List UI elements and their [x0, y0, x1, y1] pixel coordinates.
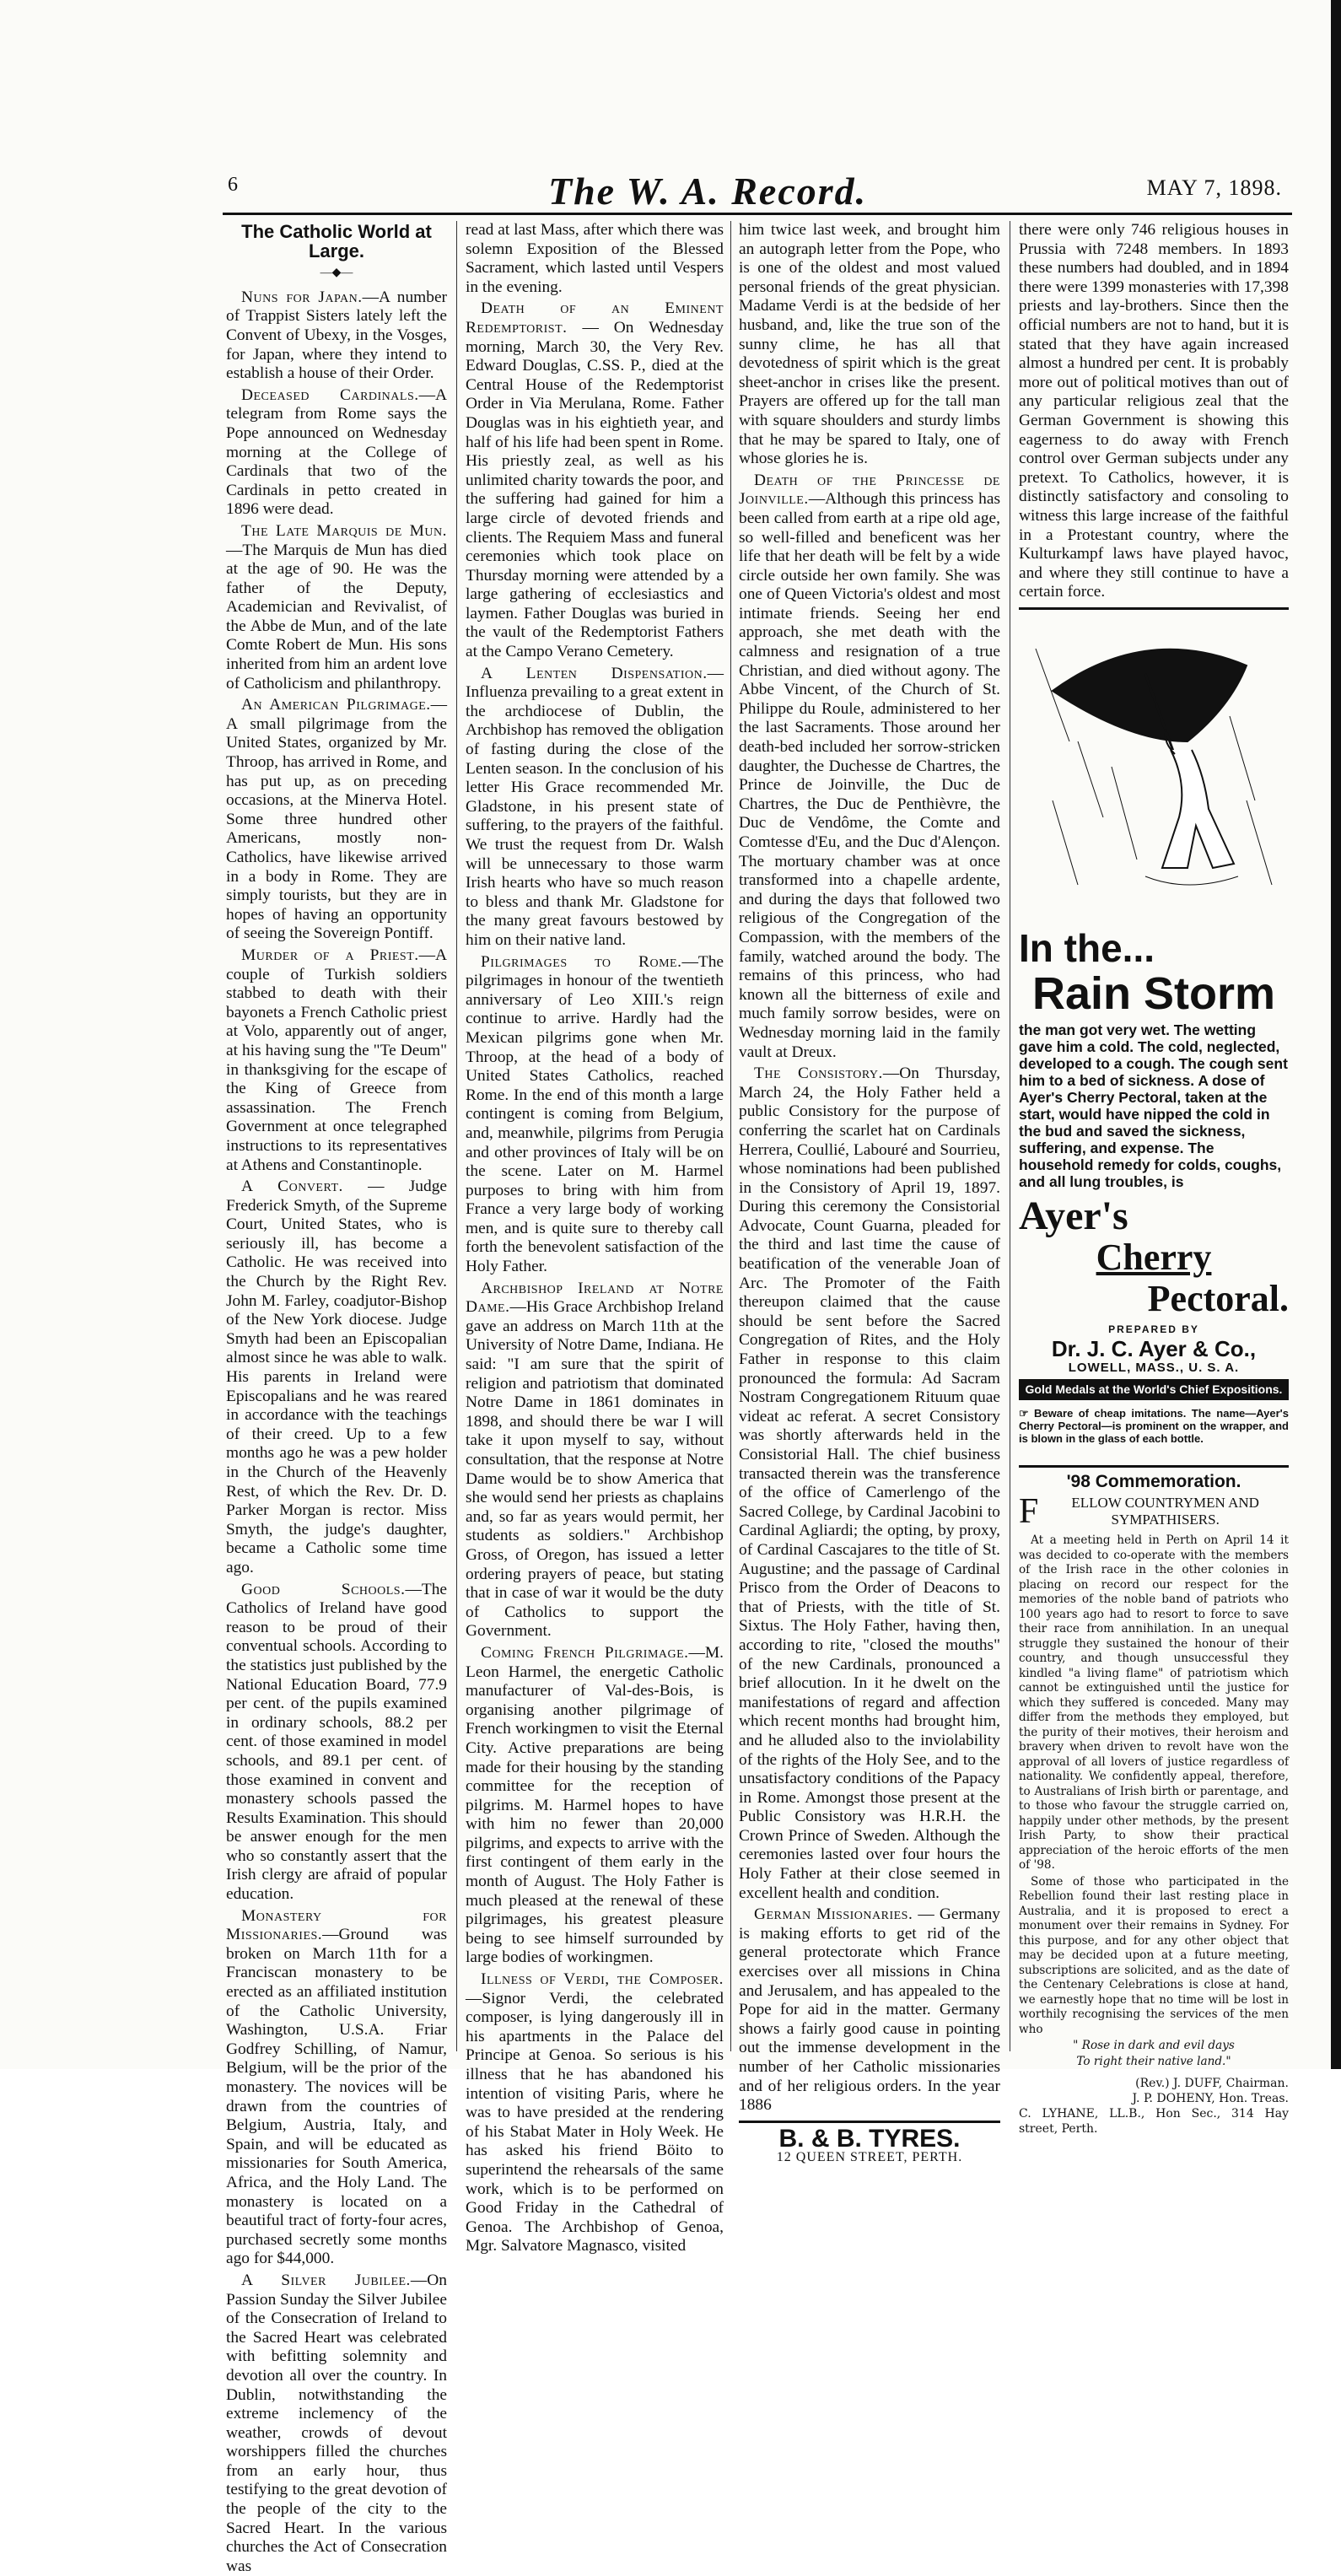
article-heading: Good Schools.: [241, 1580, 406, 1598]
article-text: — Judge Frederick Smyth, of the Supreme Court, United States, who is seriously ill, has become a Catholic. He was received into the Church by the Right Rev. John M. Farley, coadjutor-Bishop of the New York diocese. Judge Smyth had been an Episcopalian almost since he was able to walk. His parents in Ireland were Episcopalians and he was reared in accordance with the teachings of their creed. Up to a few months ago he was a pew holder in the Church of the Heavenly Rest, of which the Rev. Dr. D. Parker Morgan is rector. Miss Smyth, the judge's daughter, became a Catholic some time ago.: [226, 1178, 447, 1576]
article-paragraph: [739, 472, 1000, 1062]
commemoration-paragraph: At a meeting held in Perth on April 14 it was decided to co-operate with the members of the Irish race in the other colonies in placing on record our respect for the memories of the noble band of patriots who 100 years ago had to resort to force to save their race from annihilation. In an unequal struggle they sustained the honour of their country, and though unsuccessful they kindled "a living flame" of patriotism which cannot be extinguished until the justice for which they suffered is conceded. Many may differ from the methods they employed, but the purity of their motives, their heroism and bravery when driven to revolt have won the approval of all lovers of justice regardless of nationality. We confidently appeal, therefore, to Australians of Irish birth or parentage, and to those who favour the struggle carried on, happily under other methods, by the present Irish Party, to show their practical appreciation of the heroic efforts of the men of '98.: [1019, 1533, 1289, 1873]
ayer-brand-1: Ayer's: [1019, 1194, 1128, 1239]
article-text: read at last Mass, after which there was solemn Exposition of the Blessed Sacrament, which lasted until Vespers in the evening.: [466, 221, 724, 296]
article-text: —The Catholics of Ireland have good reason to be proud of their conventual schools. According to the statistics just published by the National Education Board, 77.9 per cent. of the pupils examined in ordinary schools, 88.2 per cent. of those examined in model schools, and 89.1 per cent. of those examined in convent and monastery schools passed the Results Examination. This should be answer enough for the men who so constantly assert that the Irish clergy are afraid of popular education.: [226, 1580, 447, 1904]
column-rule: [730, 221, 731, 2051]
article-paragraph: [466, 299, 724, 661]
ayer-advertisement: [1019, 615, 1289, 1445]
article-text: him twice last week, and brought him an autograph letter from the Pope, who is one of the oldest and most valued personal friends of the great physician. Madame Verdi is at the bedside of her husband, and, like the true son of the sunny clime, he has all that devotedness of spirit which is the great sheet-anchor in crises like the present. Prayers are offered up for the tall man with square shoulders and sturdy limbs that he may be spared to Italy, one of whose glories he is.: [739, 221, 1000, 468]
article-text: —M. Leon Harmel, the energetic Catholic manufacturer of Val-des-Bois, is organising another pilgrimage of French workingmen to visit the Eternal City. Active preparations are being made for their housing by the standing committee for the reception of pilgrims. M. Harmel hopes to have with him no fewer than 20,000 pilgrims, and expects to arrive with the first contingent of them early in the month of August. The Holy Father is much pleased at the renewal of these pilgrimages, his greatest pleasure being to see himself surrounded by large bodies of workingmen.: [466, 1643, 724, 1967]
signature-secretary: C. LYHANE, LL.B., Hon Sec., 314 Hay street, Perth.: [1019, 2107, 1289, 2137]
article-heading: A Silver Jubilee.: [241, 2271, 411, 2289]
ayer-prepared: PREPARED BY: [1108, 1323, 1199, 1336]
article-paragraph: [226, 946, 447, 1175]
article-heading: Death of the Princesse de Joinville.: [739, 471, 1000, 509]
ad-rule: [1019, 1465, 1289, 1468]
ayer-brand-2: Cherry: [1096, 1237, 1212, 1279]
article-heading: Archbishop Ireland at Notre Dame.: [466, 1279, 724, 1317]
column-2-articles: [466, 221, 724, 2256]
article-text: —Influenza prevailing to a great extent in the archdiocese of Dublin, the Archbishop has removed the obligation of fasting during the close of the Lenten season. In the conclusion of his letter His Grace recommended Mr. Gladstone, in his present state of suffering, to the prayers of the faithful. We trust the request from Dr. Walsh will be unnecessary to those warm Irish hearts who have so much reason to bless and thank Mr. Gladstone for the many great favours bestowed by him on their native land.: [466, 664, 724, 949]
article-paragraph: [466, 953, 724, 1277]
tyres-ad-name: B. & B. TYRES.: [778, 2124, 961, 2153]
article-text: —On Thursday, March 24, the Holy Father held a public Consistory for the purpose of conferring the scarlet hat on Cardinals Herrera, Coullié, Labouré and Sourrieu, whose nominations had been published in the Consistory of April 19, 1897. During this ceremony the Consistorial Advocate, Count Guarna, pleaded for the third and last time the cause of beatification of the venerable Joan of Arc. The Promoter of the Faith thereupon claimed that the cause should be sent before the Sacred Congregation of Rites, and the Holy Father in response to this claim pronounced the formula: Ad Sacram Nostram Congregationem Rituum quae videat ac referat. A secret Consistory was shortly afterwards held in the Consistorial Hall. The chief business transacted therein was the transference of the office of Camerlengo of the Sacred College, by Cardinal Jacobini to Cardinal Agliardi; the opting, by proxy, of Cardinal Cascajares to the title of St. Augustine; and the passage of Cardinal Prisco from the Order of Deacons to that of Priests, with the title of St. Sixtus. The Holy Father, having then, according to rite, "closed the mouths" of the new Cardinals, pronounced a brief allocution. In it he dwelt on the manifestations of regard and affection which recent months had brought him, and he alluded also to the inviolability of the rights of the Holy See, and to the unsatisfactory conditions of the Papacy in Rome. Amongst those present at the Public Consistory was H.R.H. the Crown Prince of Sweden. Although the ceremonies lasted over four hours the Holy Father at their close seemed in excellent health and condition.: [739, 1064, 1000, 1902]
article-heading: Illness of Verdi, the Composer.: [481, 1970, 724, 1989]
column-2: [466, 221, 724, 2255]
header-rule: [223, 213, 1292, 215]
article-paragraph: [226, 1178, 447, 1577]
article-heading: Monastery for Missionaries.: [226, 1906, 447, 1944]
article-heading: German Missionaries.: [754, 1905, 913, 1924]
article-text: —His Grace Archbishop Ireland gave an address on March 11th at the University of Notre Dame, Indiana. He said: "I am sure that the spirit of religion and patriotism that dominated Notre Dame in 1861 dominates in 1898, and should there be war I will take it upon myself to say, without consultation, that the response at Notre Dame would be to show America that she would send her priests as chaplains and, so far as years would permit, her students as soldiers." Archbishop Gross, of Oregon, has issued a letter ordering prayers of peace, but stating that in case of war it would be the duty of Catholics to support the Government.: [466, 1298, 724, 1641]
ayer-medals: Gold Medals at the World's Chief Expositions.: [1019, 1379, 1289, 1400]
article-text: —Ground was broken on March 11th for a Franciscan monastery to be erected as an affiliated institution of the Catholic University, Washington, U.S.A. Friar Godfrey Schilling, of Namur, Belgium, will be the prior of the monastery. The novices will be drawn from the countries of Belgium, Austria, Italy, and Spain, and will be educated as missionaries for South America, Africa, and the Holy Land. The monastery is located on a beautiful tract of forty-four acres, purchased secretly some months ago for $44,000.: [226, 1926, 447, 2268]
article-paragraph: [739, 221, 1000, 469]
article-paragraph: [226, 2272, 447, 2576]
article-paragraph: [226, 386, 447, 520]
ayer-brand-3: Pectoral.: [1147, 1278, 1289, 1320]
ayer-maker: Dr. J. C. Ayer & Co.,: [1051, 1336, 1257, 1362]
article-heading: A Convert.: [241, 1178, 343, 1196]
ad-rule: [739, 2121, 1000, 2123]
ayer-headline-2: Rain Storm: [1031, 968, 1276, 1020]
ayer-city: LOWELL, MASS., U. S. A.: [1068, 1360, 1240, 1375]
commemoration-notice: [1019, 1473, 1289, 2137]
tyres-ad-address: 12 QUEEN STREET, PERTH.: [776, 2150, 963, 2165]
ornament: —◆—: [320, 267, 353, 280]
masthead: The W. A. Record.: [548, 170, 868, 213]
commemoration-body: [1019, 1533, 1289, 2137]
article-text: —A small pilgrimage from the United States, organized by Mr. Throop, has arrived in Rome, and has put up, as on preceding occasions, at the Minerva Hotel. Some three hundred other Americans, mostly non-Catholics, have likewise arrived in a body in Rome. They are simply tourists, but they are in hopes of having an opportunity of seeing the Sovereign Pontiff.: [226, 696, 447, 943]
article-heading: Coming French Pilgrimage.: [481, 1643, 689, 1662]
article-paragraph: [466, 1280, 724, 1641]
article-text: — Germany is making efforts to get rid of the general protectorate which France exercises over all missions in China and Jerusalem, and has appealed to the Pope for aid in the matter. Germany shows a fairly good cause in pointing out the immense development in the number of her Catholic missionaries and of her religious orders. In the year 1886: [739, 1905, 1000, 2115]
ayer-body: the man got very wet. The wetting gave him a cold. The cold, neglected, developed to a cough. The cough sent him to a bed of sickness. A dose of Ayer's Cherry Pectoral, taken at the start, would have nipped the cold in the bud and saved the sickness, suffering, and expense. The household remedy for colds, coughs, and all lung troubles, is: [1019, 1021, 1288, 1191]
scan-edge: [1331, 0, 1341, 2069]
article-paragraph: [466, 1970, 724, 2256]
ad-rule: [1019, 607, 1289, 610]
article-text: —Signor Verdi, the celebrated composer, is lying dangerously ill in his apartments in the Palace del Principe at Genoa. So serious is his illness that he has abandoned his intention of visiting Paris, where he was to have presided at the rendering of his Stabat Mater in Holy Week. He has asked his friend Böito to superintend the rehearsals of the same work, which is to be performed on Good Friday in the Cathedral of Genoa. The Archbishop of Genoa, Mgr. Salvatore Magnasco, visited: [466, 1989, 724, 2255]
poem-line: " Rose in dark and evil days: [1073, 2039, 1235, 2053]
article-heading: Nuns for Japan.: [241, 288, 363, 306]
article-text: —A couple of Turkish soldiers stabbed to death with their bayonets a French Catholic priest at Volo, apparently out of anger, at his having sung the "Te Deum" in thanksgiving for the escape of the King of Greece from assassination. The French Government at once telegraphed instructions to its representatives at Athens and Constantinople.: [226, 946, 447, 1174]
poem-line: To right their native land.": [1076, 2055, 1231, 2069]
article-paragraph: [226, 1907, 447, 2269]
article-paragraph: [466, 665, 724, 951]
article-paragraph: [226, 522, 447, 693]
article-paragraph: [466, 221, 724, 297]
commemoration-paragraph: Some of those who participated in the Rebellion found their last resting place in Australia, and it is proposed to erect a monument over their remains in Sydney. For this purpose, and for any other object that may be decided upon at a future meeting, subscriptions are solicited, and as the date of the Centenary Celebrations is close at hand, we earnestly hope that no time will be lost in worthily recognising the services of the men who: [1019, 1874, 1289, 2036]
article-heading: Pilgrimages to Rome.: [481, 952, 682, 971]
article-continuation: there were only 746 religious houses in Prussia with 7248 members. In 1893 these numbers had doubled, and in 1894 there were 1399 monasteries with 17,398 priests and lay-brothers. Since then the official numbers are not to hand, but it is stated that they have again increased almost a hundred per cent. It is probably more out of political motives than out of any particular religious zeal that the German Government is showing this eagerness to do away with French control over German subjects under any pretext. To Catholics, however, it is distinctly satisfactory and consoling to witness this large increase of the faithful in a Protestant country, where the Kulturkampf laws have played havoc, and where they still continue to have a certain force.: [1019, 221, 1289, 601]
section-title: The Catholic World at Large.: [241, 221, 432, 261]
column-rule: [456, 221, 457, 2051]
umbrella-man-illustration: [1019, 615, 1289, 919]
article-heading: Death of an Eminent Redemptorist.: [466, 299, 724, 337]
article-text: —A number of Trappist Sisters lately left the Convent of Ubexy, in the Vosges, for Japan, where they intend to establish a house of their Order.: [226, 288, 448, 383]
article-text: —On Passion Sunday the Silver Jubilee of the Consecration of Ireland to the Sacred Heart was celebrated with befitting solemnity and devotion all over the country. In Dublin, notwithstanding the extreme inclemency of the weather, crowds of devout worshippers filled the churches from an early hour, thus testifying to the great devotion of the people of the city to the Sacred Heart. In the various churches the Act of Consecration was: [226, 2271, 447, 2575]
ayer-headline-1: In the...: [1019, 926, 1155, 971]
article-heading: Deceased Cardinals.: [241, 385, 419, 404]
column-1-articles: [226, 288, 447, 2576]
article-paragraph: [739, 1064, 1000, 1903]
column-3-articles: [739, 221, 1000, 2115]
ayer-beware: ☞ Beware of cheap imitations. The name—Ayer's Cherry Pectoral—is prominent on the wrapper, and is blown in the glass of each bottle.: [1019, 1406, 1289, 1445]
signature-chairman: (Rev.) J. DUFF, Chairman.: [1135, 2077, 1289, 2091]
commemoration-subtitle: [1019, 1492, 1289, 1532]
column-3: [739, 221, 1000, 2165]
signature-treasurer: J. P. DOHENY, Hon. Treas.: [1132, 2092, 1289, 2106]
article-paragraph: [739, 1905, 1000, 2115]
article-heading: A Lenten Dispensation.: [481, 664, 708, 682]
article-text: —Although this princess has been called from earth at a ripe old age, so well-filled and beneficent was her life that her death will be felt by a wide circle outside her own family. She was one of Queen Victoria's oldest and most intimate friends. Seeing her end approach, she met death with the calmness and resignation of a true Christian, and died without agony. The Abbe Vincent, of the Church of St. Philippe du Roule, administered to her the last Sacraments. Those around her death-bed included her sorrow-stricken daughter, the Duchesse de Chartres, the Prince de Joinville, the Duc de Chartres, the Duc de Penthièvre, the Duc de Vendôme, the Comte and Comtesse d'Eu, and the Duc d'Alençon. The mortuary chamber was at once transformed into a chapelle ardente, and during the days that followed two religious of the Congregation of the Compassion, with the members of the family, watched around the body. The remains of this princess, who had known all the bitterness of exile and much family sorrow besides, were on Wednesday morning laid in the family vault at Dreux.: [739, 490, 1000, 1061]
article-paragraph: [466, 1644, 724, 1968]
article-paragraph: [226, 1581, 447, 1905]
article-text: —A telegram from Rome says the Pope announced on Wednesday morning at the College of Cardinals that two of the Cardinals in petto created in 1896 were dead.: [226, 385, 447, 519]
article-paragraph: [226, 696, 447, 944]
article-heading: An American Pilgrimage.: [241, 696, 431, 714]
article-heading: The Late Marquis de Mun.: [241, 521, 447, 540]
issue-date: MAY 7, 1898.: [1146, 175, 1282, 200]
commemoration-title: '98 Commemoration.: [1066, 1471, 1241, 1491]
page-header: [228, 169, 1290, 211]
article-heading: The Consistory.: [754, 1064, 883, 1083]
article-text: — On Wednesday morning, March 30, the Very Rev. Edward Douglas, C.SS. P., died at the Central House of the Redemptorist Order in Via Merulana, Rome. Father Douglas was in his eightieth year, and half of his life had been spent in Rome. His priestly zeal, as well as his unlimited charity towards the poor, and the suffering had gained for him a large circle of devoted friends and clients. The Requiem Mass and funeral ceremonies which took place on Thursday morning were attended by a large gathering of ecclesiastics and laymen. Father Douglas was buried in the vault of the Redemptorist Fathers at the Campo Verano Cemetery.: [466, 318, 724, 661]
article-text: —The Marquis de Mun has died at the age of 90. He was the father of the Deputy, Academician and Revivalist, of the Abbe de Mun, and of the late Comte Robert de Mun. His sons inherited from him an ardent love of Catholicism and philanthropy.: [226, 541, 447, 693]
article-heading: Murder of a Priest.: [241, 946, 419, 964]
article-text: —The pilgrimages in honour of the twentieth anniversary of Leo XIII.'s reign continue to arrive. Hardly had the Mexican pilgrims gone when Mr. Throop, at the head of a body of United States Catholics, reached Rome. In the end of this month a large contingent is coming from Belgium, and, meanwhile, pilgrims from Perugia and other provinces of Italy will be on the scene. Later on M. Harmel purposes to bring with him from France a very large body of working men, and is quite sure to thereby call forth the benevolent satisfaction of the Holy Father.: [466, 952, 724, 1276]
drop-cap: F: [1019, 1492, 1039, 1532]
page-number: 6: [228, 174, 238, 196]
article-paragraph: [226, 288, 447, 384]
column-1: [226, 221, 448, 2575]
column-4: [1019, 221, 1289, 2137]
commemoration-subtitle-text: ELLOW COUNTRYMEN AND SYMPATHISERS.: [1071, 1495, 1259, 1528]
